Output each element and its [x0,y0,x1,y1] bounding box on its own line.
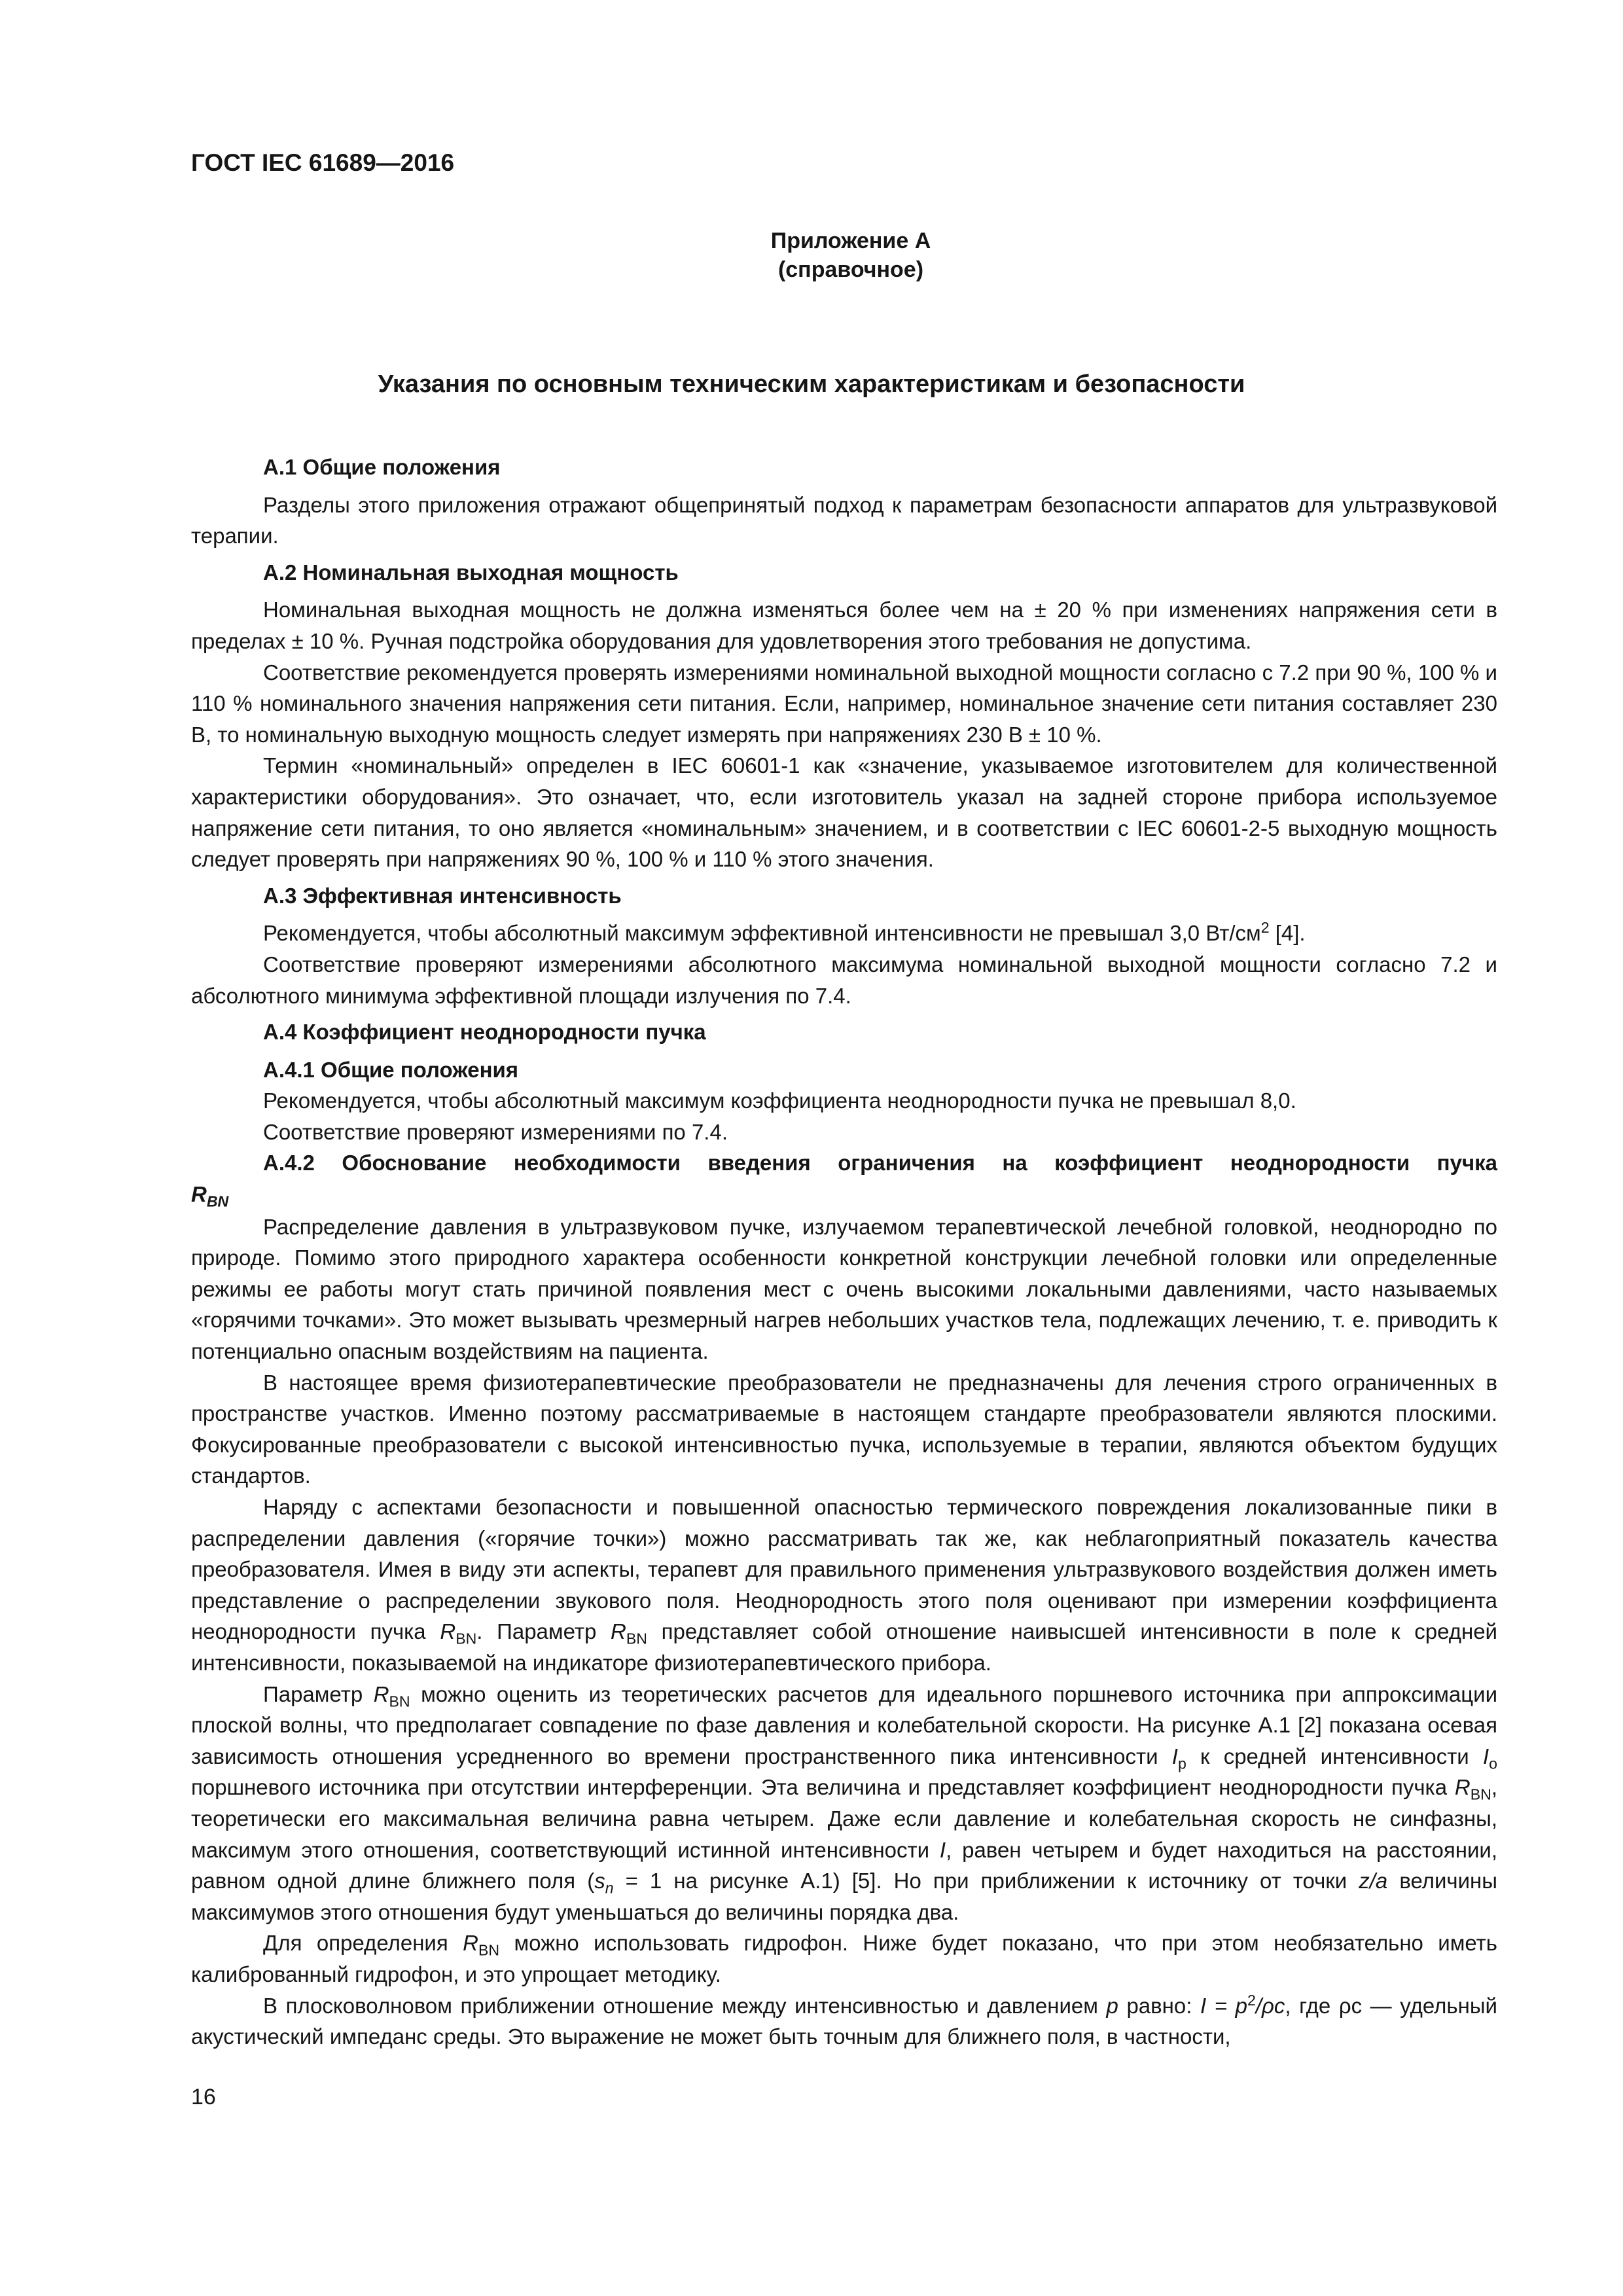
text-span: представляет собой отношение наивысшей интенсивности в поле к средней интенсивности, показываемой на индикаторе физиотерапевтического прибора. [191,1619,1497,1675]
symbol-subscript: BN [389,1693,410,1710]
symbol-za: z/a [1359,1869,1388,1893]
symbol-p: p [1106,1993,1118,2018]
section-a42-heading-block [191,1147,1497,1210]
section-a3-heading: А.3 Эффективная интенсивность [263,883,622,908]
text-span: [4]. [1269,921,1306,946]
symbol-r: R [611,1619,626,1644]
section-a42-heading-symbol [191,1179,1497,1210]
section-a42-paragraph-4 [191,1679,1497,1928]
section-a41-paragraph-1: Рекомендуется, чтобы абсолютный максимум коэффициента неоднородности пучка не превышал 8,0. [263,1088,1296,1113]
symbol-i: I [1482,1744,1489,1768]
section-a3-paragraph-1 [191,918,1497,949]
symbol-i: I [1171,1744,1178,1768]
section-a1-heading: А.1 Общие положения [263,455,501,479]
section-a42-paragraph-1: Распределение давления в ультразвуковом пучке, излучаемом терапевтической лечебной головкой, неоднородно по природе. Помимо этого природного характера особенности конкретной конструкции лечебной головки или определенные режимы ее работы могут стать причиной появления мест с очень высокими локальными давлениями, часто называемых «горячими точками». Это может вызывать чрезмерный нагрев небольших участков тела, подлежащих лечению, т. е. приводить к потенциально опасным воздействиям на пациента. [191,1214,1497,1364]
text-span: Рекомендуется, чтобы абсолютный максимум эффективной интенсивности не превышал 3,0 Вт/см [263,921,1261,946]
symbol-subscript: o [1489,1755,1497,1772]
symbol-r: R [463,1931,478,1956]
superscript: 2 [1260,919,1270,937]
symbol-subscript: BN [455,1630,477,1647]
page-number: 16 [191,2085,216,2109]
annex-type: (справочное) [777,257,924,282]
section-a42-paragraph-2: В настоящее время физиотерапевтические преобразователи не предназначены для лечения строго ограниченных в пространстве участков. Именно поэтому рассматриваемые в настоящем стандарте преобразователи являются плоскими. Фокусированные преобразователи с высокой интенсивностью пучка, используемые в терапии, являются объектом будущих стандартов. [191,1370,1497,1488]
section-a3-paragraph-2: Соответствие проверяют измерениями абсолютного максимума номинальной выходной мощности согласно 7.2 и абсолютного минимума эффективной площади излучения по 7.4. [191,952,1497,1008]
section-a42-paragraph-3 [191,1492,1497,1679]
main-title: Указания по основным техническим характеристикам и безопасности [378,370,1245,398]
text-span: В плосковолновом приближении отношение между интенсивностью и давлением [263,1993,1107,2018]
symbol-r: R [440,1619,456,1644]
symbol-subscript: BN [1470,1785,1491,1803]
superscript: 2 [1247,1991,1256,2009]
text-span: — удельный акустический импеданс среды. Это выражение не может быть точным для ближнего поля, в частности, [191,1993,1497,2049]
symbol-subscript: BN [206,1193,229,1210]
section-a2-heading: А.2 Номинальная выходная мощность [263,560,679,584]
section-a41-paragraph-2: Соответствие проверяют измерениями по 7.4. [263,1119,728,1144]
symbol-r: R [1454,1775,1471,1800]
text-span: . Параметр [476,1619,611,1644]
document-body [191,446,1497,2053]
symbol-r: R [373,1681,389,1706]
symbol-subscript: BN [478,1941,500,1959]
text-span: Наряду с аспектами безопасности и повышенной опасностью термического повреждения локализованные пики в распределении давления («горячие точки») можно рассматривать так же, как неблагоприятный показатель качества преобразователя. Имея в виду эти аспекты, терапевт для правильного применения ультразвукового воздействия должен иметь представление о распределении звукового поля. Неоднородность этого поля оценивают при измерении коэффициента неоднородности пучка [191,1495,1497,1644]
section-a42-paragraph-5 [191,1928,1497,1990]
section-a2-paragraph-3: Термин «номинальный» определен в IEC 60601-1 как «значение, указываемое изготовителем для количественной характеристики оборудования». Это означает, что, если изготовитель указал на задней стороне прибора используемое напряжение сети питания, то оно является «номинальным» значением, и в соответствии с IEC 60601-2-5 выходную мощность следует проверять при напряжениях 90 %, 100 % и 110 % этого значения. [191,753,1497,872]
text-span: можно использовать гидрофон. Ниже будет показано, что при этом необязательно иметь калиброванный гидрофон, и это упрощает методику. [191,1931,1497,1986]
text-span: Для определения [263,1931,463,1956]
formula: /ρc [1255,1993,1285,2018]
symbol-subscript: n [605,1879,614,1897]
document-header: ГОСТ IEC 61689—2016 [191,149,455,176]
section-a4-heading: А.4 Коэффициент неоднородности пучка [263,1020,706,1045]
section-a42-paragraph-6 [191,1990,1497,2053]
text-span: , где [1285,1993,1339,2018]
text-span: можно оценить из теоретических расчетов для идеального поршневого источника при аппроксимации плоской волны, что предполагает совпадение по фазе давления и колебательной скорости. На рисунке А.1 [2] показана осевая зависимость отношения усредненного во времени пространственного пика интенсивности [191,1681,1498,1768]
section-a1-paragraph: Разделы этого приложения отражают общепринятый подход к параметрам безопасности аппаратов для ультразвуковой терапии. [191,492,1497,548]
text-span: равно: [1118,1993,1200,2018]
symbol-subscript: BN [626,1630,647,1647]
text-span: поршневого источника при отсутствии интерференции. Эта величина и представляет коэффициент неоднородности пучка [191,1775,1455,1800]
formula: I = p [1200,1993,1247,2018]
text-span: = 1 на рисунке А.1) [5]. Но при приближении к источнику от точки [613,1869,1359,1893]
symbol-rho-c: ρc [1338,1993,1363,2018]
text-span: , теоретически его максимальная величина равна четырем. Даже если давление и колебательная скорость не синфазны, максимум этого отношения, соответствующий истинной интенсивности [191,1775,1497,1862]
section-a2-paragraph-2: Соответствие рекомендуется проверять измерениями номинальной выходной мощности согласно с 7.2 при 90 %, 100 % и 110 % номинального значения напряжения сети питания. Если, например, номинальное значение сети питания составляет 230 В, то номинальную выходную мощность следует измерять при напряжениях 230 В ± 10 %. [191,660,1497,747]
symbol-i: I [939,1837,946,1862]
text-span: Параметр [263,1681,374,1706]
annex-title: Приложение А [770,228,931,253]
symbol-r: R [191,1182,207,1207]
section-a41-heading: А.4.1 Общие положения [263,1057,519,1082]
section-a42-heading: А.4.2 Обоснование необходимости введения ограничения на коэффициент неоднородности пучка [263,1151,1497,1175]
text-span: величины максимумов этого отношения будут уменьшаться до величины порядка два. [191,1869,1497,1924]
text-span: , равен четырем и будет находиться на расстоянии, равном одной длине ближнего поля ( [191,1837,1497,1893]
text-span: к средней интенсивности [1186,1744,1483,1768]
section-a2-paragraph-1: Номинальная выходная мощность не должна изменяться более чем на ± 20 % при изменениях напряжения сети в пределах ± 10 %. Ручная подстройка оборудования для удовлетворения этого требования не допустима. [191,598,1497,653]
symbol-subscript: p [1177,1755,1186,1772]
symbol-s: s [594,1869,605,1893]
